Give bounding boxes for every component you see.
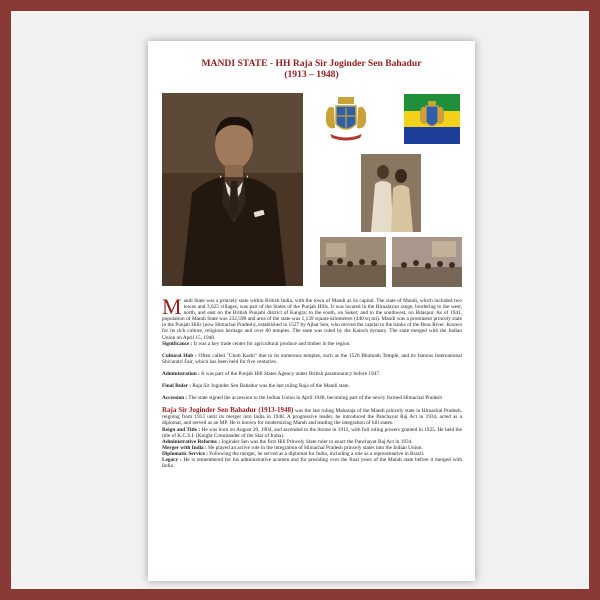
royal-couple-photo bbox=[361, 154, 421, 232]
drop-cap: M bbox=[162, 294, 182, 319]
coat-of-arms-icon bbox=[322, 94, 370, 144]
ruler-heading: Raja Sir Joginder Sen Bahadur (1913-1948) bbox=[162, 406, 294, 415]
ruler-fact-reforms: Administrative Reforms : Joginder Sen was the first Hill Princely State ruler to enact the Panchayat Raj Act in 1934. bbox=[162, 438, 413, 445]
portrait-illustration bbox=[162, 93, 303, 286]
document-card bbox=[148, 41, 475, 581]
fact-administration: Administration : It was part of the Punjab Hill States Agency under British paramountcy before 1947. bbox=[162, 370, 381, 377]
fact-cultural-hub: Cultural Hub : Often called "Choti Kashi" due to its numerous temples, such as the 1526 Bhutnath Temple, and its famous International Shivaratri Fair, which has been held for five centuries. bbox=[162, 352, 462, 365]
fact-accession: Accession : The state signed the accession to the Indian Union in April 1948, becoming part of the newly formed Himachal Pradesh bbox=[162, 395, 442, 402]
title-line-2: (1913 – 1948) bbox=[284, 69, 339, 80]
body-text bbox=[162, 294, 462, 470]
fact-significance: Significance : It was a key trade center for agricultural produce and timber in the region. bbox=[162, 340, 351, 347]
ruler-fact-reign: Reign and Title : He was born on August 20, 1904, and ascended to the throne in 1913, with full ruling powers granted in 1925. He held the title of K.C.S.I. (Knight Commander of the Star of India). bbox=[162, 426, 462, 439]
ruler-fact-diplomatic: Diplomatic Service : Following the merger, he served as a diplomat for India, including a role as a representative in Brazil. bbox=[162, 450, 425, 457]
mandi-flag-icon bbox=[404, 94, 460, 144]
portrait-photo bbox=[162, 93, 303, 286]
page-background bbox=[11, 11, 589, 589]
page-title bbox=[148, 58, 475, 80]
intro-text: andi State was a princely state within British India, with the town of Mandi as its capital. The state of Mandi, which included two towns and 3,625 villages, was part of the States of the Punjab Hills. It was located in the Himalayan range, bordering to the west, north, and east on the British Punjabi district of Kangra; to the south, on Suket; and to the southwest, on Bilaspur. As of 1941, population of Mandi State was 232,598 and area of the state was 1,139 square kilometres (440 sq mi). Mandi was a prominent princely state in the Punjab Hills (now Himachal Pradesh), established in 1527 by Ajbar Sen, who moved the capital to the banks of the Beas River. Known for its rich culture, religious heritage and over 80 temples. The state was ruled by the Katoch dynasty. The state merged with the Indian Union on April 15, 1948. bbox=[162, 298, 462, 341]
title-line-1: MANDI STATE - HH Raja Sir Joginder Sen Bahadur bbox=[201, 58, 422, 69]
ruler-fact-legacy: Legacy : He is remembered for his administrative acumen and for presiding over the final years of the Mandi state before it merged with India. bbox=[162, 456, 462, 470]
ruler-fact-merger: Merger with India : He played an active role in the integration of Himachal Pradesh princely states into the Indian Union. bbox=[162, 444, 423, 451]
crowd-photo-2 bbox=[392, 237, 462, 287]
crowd-photo-1 bbox=[320, 237, 386, 287]
intro-paragraph bbox=[162, 294, 462, 341]
ruler-paragraph: Raja Sir Joginder Sen Bahadur (1913-1948) was the last ruling Maharaja of the Mandi princely state in Himachal Pradesh, reigning from 1913 until its merger into India in 1948. A progressive leader, he introduced the Panchayat Raj Act in 1934, acted as a diplomat, and served as an MP. He is known for modernizing Mandi and leading the integration of hill states. bbox=[162, 406, 462, 427]
fact-final-ruler: Final Ruler : Raja Sir Joginder Sen Bahadur was the last ruling Raja of the Mandi state. bbox=[162, 383, 350, 390]
